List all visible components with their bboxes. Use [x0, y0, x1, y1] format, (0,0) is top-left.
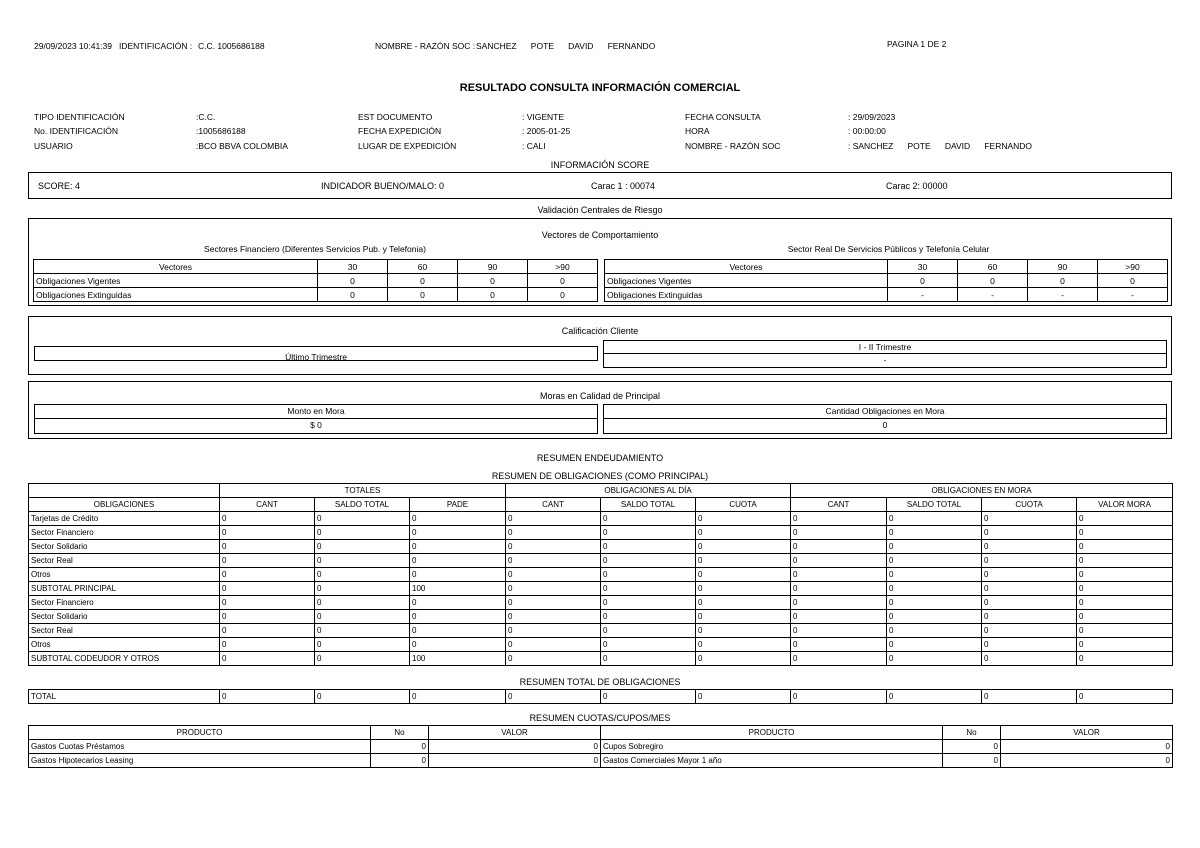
table-cell: 0	[506, 610, 601, 624]
table-cell: 0	[791, 610, 887, 624]
table-cell: -	[888, 288, 958, 302]
table-cell: 0	[1001, 740, 1173, 754]
table-cell: 0	[696, 526, 791, 540]
table-cell: SUBTOTAL CODEUDOR Y OTROS	[29, 652, 220, 666]
table-cell: 0	[220, 582, 315, 596]
info-label: NOMBRE - RAZÓN SOC	[685, 141, 781, 151]
table-cell: 0	[887, 638, 982, 652]
table-cell: 0	[958, 274, 1028, 288]
table-cell: 0	[506, 554, 601, 568]
table-cell: Otros	[29, 638, 220, 652]
table-cell: 0	[887, 512, 982, 526]
table-cell: 0	[220, 554, 315, 568]
table-cell: -	[1098, 288, 1168, 302]
column-header: PRODUCTO	[601, 726, 943, 740]
table-cell: 0	[410, 568, 506, 582]
carac1-value: Carac 1 : 00074	[591, 181, 656, 191]
header-name-label: NOMBRE - RAZÓN SOC :	[375, 41, 476, 51]
table-cell: 0	[1077, 638, 1173, 652]
table-row	[29, 540, 1173, 554]
table-cell: 0	[982, 638, 1077, 652]
table-cell: Obligaciones Extinguidas	[34, 288, 318, 302]
info-value: :BCO BBVA COLOMBIA	[196, 141, 288, 151]
table-cell: 0	[696, 512, 791, 526]
moras-title: Moras en Calidad de Principal	[539, 391, 661, 401]
table-cell: Otros	[29, 568, 220, 582]
vectores-title: Vectores de Comportamiento	[541, 230, 659, 240]
table-cell: 0	[1077, 582, 1173, 596]
table-cell: Cupos Sobregiro	[601, 740, 943, 754]
table-cell: 0	[410, 596, 506, 610]
table-cell: 0	[410, 554, 506, 568]
header-id-value: C.C. 1005686188	[198, 41, 265, 51]
info-value: :C.C.	[196, 112, 216, 122]
table-cell: 0	[506, 512, 601, 526]
table-cell: 0	[410, 610, 506, 624]
info-value: : VIGENTE	[522, 112, 565, 122]
table-cell: 0	[1077, 568, 1173, 582]
table-cell: 0	[601, 568, 696, 582]
table-cell: 0	[601, 554, 696, 568]
table-cell: 0	[429, 740, 601, 754]
table-cell: Obligaciones Vigentes	[34, 274, 318, 288]
table-cell: 0	[1077, 690, 1173, 704]
table-row	[29, 740, 1173, 754]
info-label: No. IDENTIFICACIÓN	[34, 126, 119, 136]
table-cell: 0	[601, 610, 696, 624]
table-cell: 0	[696, 540, 791, 554]
column-header: Vectores	[34, 260, 318, 274]
table-cell: 0	[696, 638, 791, 652]
table-cell: 0	[887, 554, 982, 568]
column-header: No	[943, 726, 1001, 740]
table-cell: 0	[982, 596, 1077, 610]
table-cell: 0	[528, 274, 598, 288]
moras-box	[28, 381, 1172, 439]
table-cell: 0	[506, 596, 601, 610]
column-header: VALOR	[429, 726, 601, 740]
score-section-title: INFORMACIÓN SCORE	[550, 160, 650, 170]
info-value: : CALI	[522, 141, 546, 151]
table-cell: 0	[318, 274, 388, 288]
table-cell: -	[1028, 288, 1098, 302]
table-cell: 0	[982, 512, 1077, 526]
report-datetime: 29/09/2023 10:41:39	[34, 41, 112, 51]
table-cell: Sector Real	[29, 554, 220, 568]
table-cell: 0	[982, 652, 1077, 666]
table-row	[29, 624, 1173, 638]
table-cell: 0	[220, 690, 315, 704]
table-cell: 0	[410, 624, 506, 638]
column-header: No	[371, 726, 429, 740]
table-cell: 0	[601, 624, 696, 638]
table-cell: 0	[318, 288, 388, 302]
table-cell: 0	[601, 596, 696, 610]
table-cell: Sector Real	[29, 624, 220, 638]
table-cell: Sector Financiero	[29, 526, 220, 540]
column-header: VALOR MORA	[1077, 498, 1173, 512]
table-group-row	[29, 484, 1173, 498]
table-cell	[29, 484, 220, 498]
table-cell: 100	[410, 582, 506, 596]
table-cell: 0	[601, 512, 696, 526]
table-cell: 0	[601, 526, 696, 540]
table-cell: Gastos Comerciales Mayor 1 año	[601, 754, 943, 768]
table-cell: 0	[506, 624, 601, 638]
cantidad-mora-label: Cantidad Obligaciones en Mora	[603, 404, 1167, 419]
table-header-row	[29, 498, 1173, 512]
table-row	[29, 638, 1173, 652]
table-cell: 0	[315, 526, 410, 540]
table-cell: Sector Solidario	[29, 610, 220, 624]
table-cell: 0	[943, 754, 1001, 768]
vectores-box	[28, 218, 1172, 306]
info-label: FECHA EXPEDICIÓN	[358, 126, 442, 136]
table-cell: 0	[1028, 274, 1098, 288]
table-cell: 0	[458, 288, 528, 302]
table-row	[29, 554, 1173, 568]
table-cell: 0	[506, 690, 601, 704]
table-cell: 0	[220, 512, 315, 526]
group-header: OBLIGACIONES AL DÍA	[506, 484, 791, 498]
column-header: CUOTA	[696, 498, 791, 512]
table-cell: 100	[410, 652, 506, 666]
score-value: SCORE: 4	[38, 181, 81, 191]
table-cell: 0	[601, 690, 696, 704]
real-title: Sector Real De Servicios Públicos y Telefonía Celular	[787, 244, 990, 254]
table-cell: 0	[410, 540, 506, 554]
table-cell: 0	[982, 624, 1077, 638]
table-cell: 0	[1077, 596, 1173, 610]
table-cell: Sector Solidario	[29, 540, 220, 554]
table-row	[605, 274, 1168, 288]
table-cell: 0	[791, 690, 887, 704]
table-cell: 0	[371, 740, 429, 754]
table-cell: 0	[220, 652, 315, 666]
info-value: : SANCHEZ POTE DAVID FERNANDO	[848, 141, 1033, 151]
column-header: 60	[388, 260, 458, 274]
table-row	[29, 512, 1173, 526]
table-cell: 0	[887, 610, 982, 624]
group-header: OBLIGACIONES EN MORA	[791, 484, 1173, 498]
vectores-financiero-table	[33, 259, 598, 302]
info-label: TIPO IDENTIFICACIÓN	[34, 112, 125, 122]
table-header-row	[34, 260, 598, 274]
trimestre-header: I - II Trimestre	[603, 340, 1167, 354]
table-cell: Gastos Cuotas Préstamos	[29, 740, 371, 754]
table-header-row	[605, 260, 1168, 274]
carac2-value: Carac 2: 00000	[886, 181, 948, 191]
table-cell: 0	[528, 288, 598, 302]
table-cell: 0	[315, 596, 410, 610]
resumen-subtitle: RESUMEN DE OBLIGACIONES (COMO PRINCIPAL)	[491, 471, 709, 481]
table-cell: 0	[887, 652, 982, 666]
table-cell: 0	[791, 582, 887, 596]
info-label: USUARIO	[34, 141, 73, 151]
ultimo-trimestre-label: Último Trimestre	[285, 352, 347, 362]
table-cell: 0	[410, 512, 506, 526]
table-cell: 0	[982, 610, 1077, 624]
column-header: VALOR	[1001, 726, 1173, 740]
table-cell: -	[958, 288, 1028, 302]
table-cell: 0	[696, 652, 791, 666]
table-row	[29, 690, 1173, 704]
table-cell: 0	[410, 638, 506, 652]
table-cell: 0	[220, 638, 315, 652]
table-cell: 0	[888, 274, 958, 288]
table-cell: 0	[982, 690, 1077, 704]
info-label: EST DOCUMENTO	[358, 112, 433, 122]
table-cell: 0	[887, 526, 982, 540]
table-cell: 0	[506, 526, 601, 540]
table-cell: 0	[410, 526, 506, 540]
table-cell: 0	[220, 540, 315, 554]
table-cell: 0	[696, 582, 791, 596]
table-cell: 0	[1077, 652, 1173, 666]
column-header: >90	[528, 260, 598, 274]
table-cell: 0	[220, 610, 315, 624]
table-row	[29, 526, 1173, 540]
table-cell: 0	[791, 596, 887, 610]
column-header: PRODUCTO	[29, 726, 371, 740]
table-cell: 0	[220, 596, 315, 610]
table-cell: 0	[1098, 274, 1168, 288]
column-header: Vectores	[605, 260, 888, 274]
table-cell: 0	[220, 526, 315, 540]
table-cell: 0	[791, 568, 887, 582]
total-table	[28, 689, 1173, 704]
table-cell: 0	[388, 288, 458, 302]
info-value: : 2005-01-25	[522, 126, 571, 136]
table-cell: 0	[696, 554, 791, 568]
table-cell: 0	[429, 754, 601, 768]
column-header: CUOTA	[982, 498, 1077, 512]
table-cell: Obligaciones Extinguidas	[605, 288, 888, 302]
table-cell: 0	[982, 540, 1077, 554]
vectores-real-table	[604, 259, 1168, 302]
table-cell: 0	[315, 554, 410, 568]
table-cell: Tarjetas de Crédito	[29, 512, 220, 526]
table-cell: 0	[220, 624, 315, 638]
column-header: PADE	[410, 498, 506, 512]
table-cell: 0	[315, 610, 410, 624]
obligaciones-table	[28, 483, 1173, 666]
score-box	[28, 172, 1172, 199]
total-body	[29, 690, 1173, 704]
header-name-value: SANCHEZ POTE DAVID FERNANDO	[476, 41, 656, 51]
table-cell: 0	[791, 540, 887, 554]
table-cell: 0	[315, 638, 410, 652]
column-header: SALDO TOTAL	[315, 498, 410, 512]
table-cell: 0	[1077, 624, 1173, 638]
table-cell: 0	[887, 690, 982, 704]
trimestre-value: -	[603, 353, 1167, 368]
header-id-label: IDENTIFICACIÓN :	[119, 41, 193, 51]
resumen-title: RESUMEN ENDEUDAMIENTO	[536, 453, 664, 463]
table-cell: 0	[887, 540, 982, 554]
page-title: RESULTADO CONSULTA INFORMACIÓN COMERCIAL	[459, 82, 741, 94]
table-row	[29, 568, 1173, 582]
table-cell: 0	[371, 754, 429, 768]
table-cell: Gastos Hipotecarios Leasing	[29, 754, 371, 768]
table-cell: 0	[887, 568, 982, 582]
table-cell: 0	[506, 582, 601, 596]
column-header: CANT	[506, 498, 601, 512]
column-header: CANT	[220, 498, 315, 512]
table-cell: 0	[315, 624, 410, 638]
table-cell: 0	[696, 596, 791, 610]
column-header: SALDO TOTAL	[601, 498, 696, 512]
table-cell: TOTAL	[29, 690, 220, 704]
table-cell: 0	[887, 582, 982, 596]
table-cell: 0	[696, 690, 791, 704]
table-row	[29, 610, 1173, 624]
table-cell: 0	[506, 652, 601, 666]
column-header: 60	[958, 260, 1028, 274]
table-cell: 0	[388, 274, 458, 288]
table-cell: 0	[1077, 526, 1173, 540]
info-label: FECHA CONSULTA	[685, 112, 761, 122]
page-number: PAGINA 1 DE 2	[887, 39, 947, 49]
table-cell: 0	[506, 540, 601, 554]
table-cell: 0	[315, 540, 410, 554]
info-value: :1005686188	[196, 126, 246, 136]
table-cell: 0	[791, 526, 887, 540]
table-row	[29, 582, 1173, 596]
table-cell: 0	[1001, 754, 1173, 768]
calificacion-title: Calificación Cliente	[561, 326, 639, 336]
column-header: >90	[1098, 260, 1168, 274]
table-cell: 0	[220, 568, 315, 582]
table-cell: Sector Financiero	[29, 596, 220, 610]
table-cell: 0	[315, 568, 410, 582]
column-header: 30	[888, 260, 958, 274]
monto-mora-value: $ 0	[34, 418, 598, 434]
cuotas-table	[28, 725, 1173, 768]
table-cell: 0	[601, 540, 696, 554]
cuotas-body	[29, 740, 1173, 768]
table-cell: 0	[506, 638, 601, 652]
table-cell: 0	[696, 624, 791, 638]
obligaciones-body	[29, 512, 1173, 666]
table-cell: 0	[791, 554, 887, 568]
table-cell: Obligaciones Vigentes	[605, 274, 888, 288]
table-cell: 0	[1077, 554, 1173, 568]
calificacion-box	[28, 316, 1172, 375]
info-label: LUGAR DE EXPEDICIÓN	[358, 141, 457, 151]
table-cell: 0	[601, 652, 696, 666]
table-cell: 0	[1077, 512, 1173, 526]
info-value: : 00:00:00	[848, 126, 886, 136]
column-header: 30	[318, 260, 388, 274]
table-cell: 0	[410, 690, 506, 704]
table-cell: 0	[696, 568, 791, 582]
table-row	[605, 288, 1168, 302]
table-cell: 0	[791, 652, 887, 666]
column-header: SALDO TOTAL	[887, 498, 982, 512]
table-cell: 0	[601, 582, 696, 596]
table-cell: 0	[791, 512, 887, 526]
table-cell: 0	[315, 582, 410, 596]
table-cell: 0	[601, 638, 696, 652]
cantidad-mora-value: 0	[603, 418, 1167, 434]
column-header: OBLIGACIONES	[29, 498, 220, 512]
group-header: TOTALES	[220, 484, 506, 498]
table-cell: 0	[887, 624, 982, 638]
table-cell: 0	[887, 596, 982, 610]
table-cell: 0	[315, 690, 410, 704]
table-cell: 0	[315, 512, 410, 526]
financiero-title: Sectores Financiero (Diferentes Servicios Pub. y Telefonia)	[204, 244, 426, 254]
validacion-title: Validación Centrales de Riesgo	[537, 205, 663, 215]
table-row	[29, 596, 1173, 610]
table-row	[29, 754, 1173, 768]
table-cell: SUBTOTAL PRINCIPAL	[29, 582, 220, 596]
table-cell: 0	[982, 568, 1077, 582]
info-label: HORA	[685, 126, 710, 136]
table-cell: 0	[943, 740, 1001, 754]
table-row	[34, 274, 598, 288]
table-row	[34, 288, 598, 302]
table-header-row	[29, 726, 1173, 740]
column-header: 90	[458, 260, 528, 274]
table-cell: 0	[791, 624, 887, 638]
monto-mora-label: Monto en Mora	[34, 404, 598, 419]
table-cell: 0	[1077, 540, 1173, 554]
table-cell: 0	[696, 610, 791, 624]
table-cell: 0	[1077, 610, 1173, 624]
total-title: RESUMEN TOTAL DE OBLIGACIONES	[519, 677, 681, 687]
info-value: : 29/09/2023	[848, 112, 896, 122]
table-cell: 0	[791, 638, 887, 652]
cuotas-title: RESUMEN CUOTAS/CUPOS/MES	[529, 713, 671, 723]
table-row	[29, 652, 1173, 666]
table-cell: 0	[506, 568, 601, 582]
column-header: 90	[1028, 260, 1098, 274]
table-cell: 0	[982, 554, 1077, 568]
indicator-value: INDICADOR BUENO/MALO: 0	[321, 181, 445, 191]
column-header: CANT	[791, 498, 887, 512]
table-cell: 0	[315, 652, 410, 666]
table-cell: 0	[458, 274, 528, 288]
table-cell: 0	[982, 582, 1077, 596]
table-cell: 0	[982, 526, 1077, 540]
